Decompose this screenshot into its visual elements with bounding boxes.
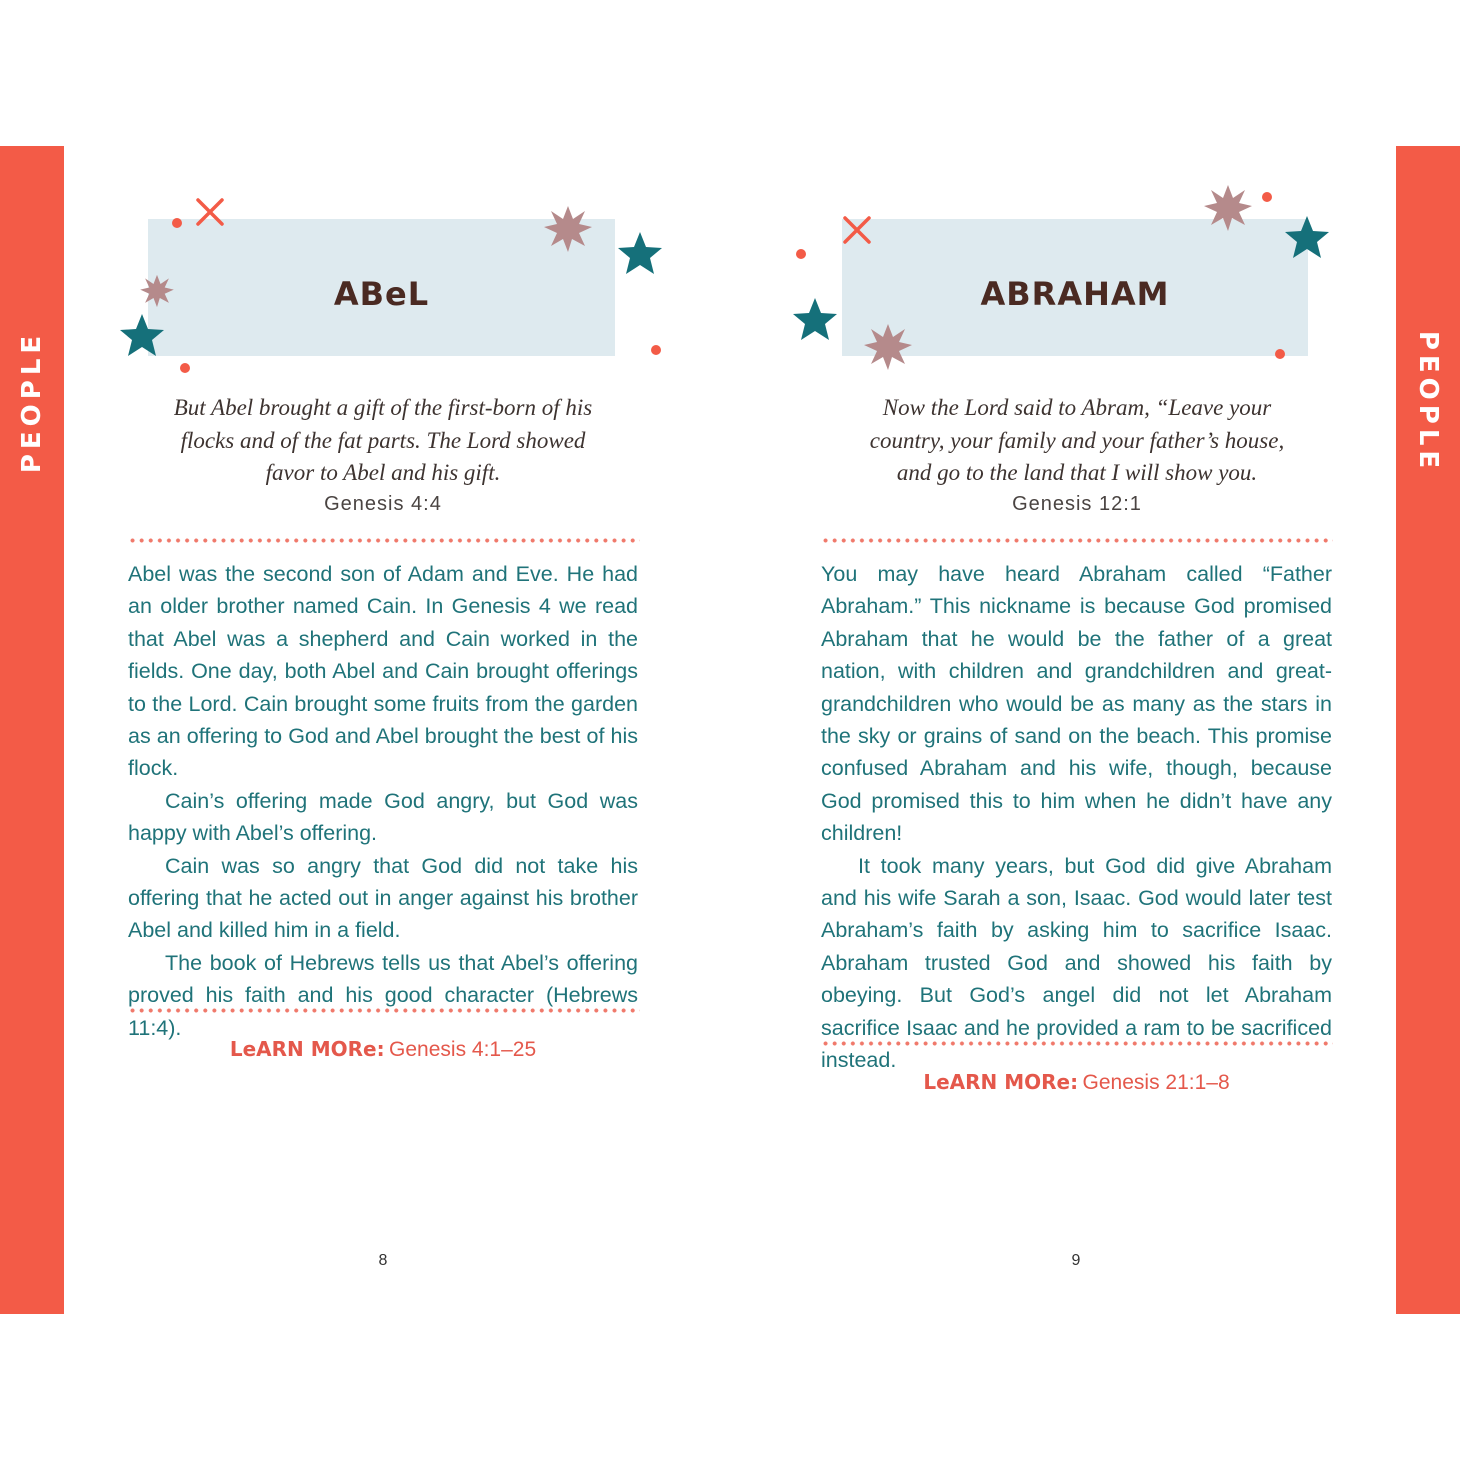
cross-icon [198,200,222,224]
learn-more [821,1070,1332,1095]
dot-icon [172,218,182,228]
dot-icon [180,363,190,373]
section-tab-label: PEOPLE [17,330,47,474]
learn-more-reference: Genesis 4:1–25 [389,1038,537,1061]
body-paragraph: You may have heard Abraham called “Father Abraham.” This nickname is because God promised Abraham that he would be the father of a great nation, with children and grandchildren and great-grandchildren who would be as many as the stars in the sky or grains of sand on the beach. This promise confused Abraham and his wife, though, because God promised this to him when he didn’t have any children! [821,562,1332,846]
splat-icon [544,206,592,252]
page-number: 8 [378,1252,388,1269]
splat-icon [864,324,912,370]
body-text-right [821,558,1332,1077]
dot-icon [1275,349,1285,359]
cross-icon [845,218,869,242]
body-text-left [128,558,638,1044]
body-paragraph: Abel was the second son of Adam and Eve. He had an older brother named Cain. In Genesis 4 we read that Abel was a shepherd and Cain worked in the fields. One day, both Abel and Cain brought offerings to the Lord. Cain brought some fruits from the garden as an offering to God and Abel brought the best of his flock. [128,562,638,781]
verse-text: Now the Lord said to Abram, “Leave your country, your family and your father’s house, and go to the land that I will show you. [869,395,1285,485]
dotted-divider [128,538,640,543]
star-icon [120,314,164,356]
splat-icon [140,275,174,307]
dotted-divider [821,538,1333,543]
verse-text: But Abel brought a gift of the first-born of his flocks and of the fat parts. The Lord showed favor to Abel and his gift. [173,395,593,485]
page-number: 9 [1071,1252,1081,1269]
splat-icon [1204,185,1252,231]
dot-icon [651,345,661,355]
dot-icon [796,249,806,259]
body-paragraph: Cain was so angry that God did not take his offering that he acted out in anger against his brother Abel and killed him in a field. [128,853,638,943]
body-paragraph: The book of Hebrews tells us that Abel’s offering proved his faith and his good character (Hebrews 11:4). [128,950,638,1040]
learn-more-reference: Genesis 21:1–8 [1082,1071,1230,1094]
learn-more-label: LeARN MORe: [229,1037,385,1061]
page-title: ABeL [333,275,430,313]
verse-reference: Genesis 12:1 [1012,493,1142,515]
dot-icon [1262,192,1272,202]
section-tab-label: PEOPLE [1413,330,1443,474]
star-icon [793,298,837,340]
verse-reference: Genesis 4:4 [324,493,442,515]
body-paragraph: Cain’s offering made God angry, but God was happy with Abel’s offering. [128,788,638,846]
learn-more [128,1037,638,1062]
body-paragraph: It took many years, but God did give Abraham and his wife Sarah a son, Isaac. God would later test Abraham’s faith by asking him to sacrifice Isaac. Abraham trusted God and showed his faith by obeying. But God’s angel did not let Abraham sacrifice Isaac and he provided a ram to be sacrificed instead. [821,853,1332,1073]
star-icon [618,232,662,274]
star-icon [1285,216,1329,258]
learn-more-label: LeARN MORe: [923,1070,1079,1094]
page-title: ABRAHAM [980,275,1170,313]
